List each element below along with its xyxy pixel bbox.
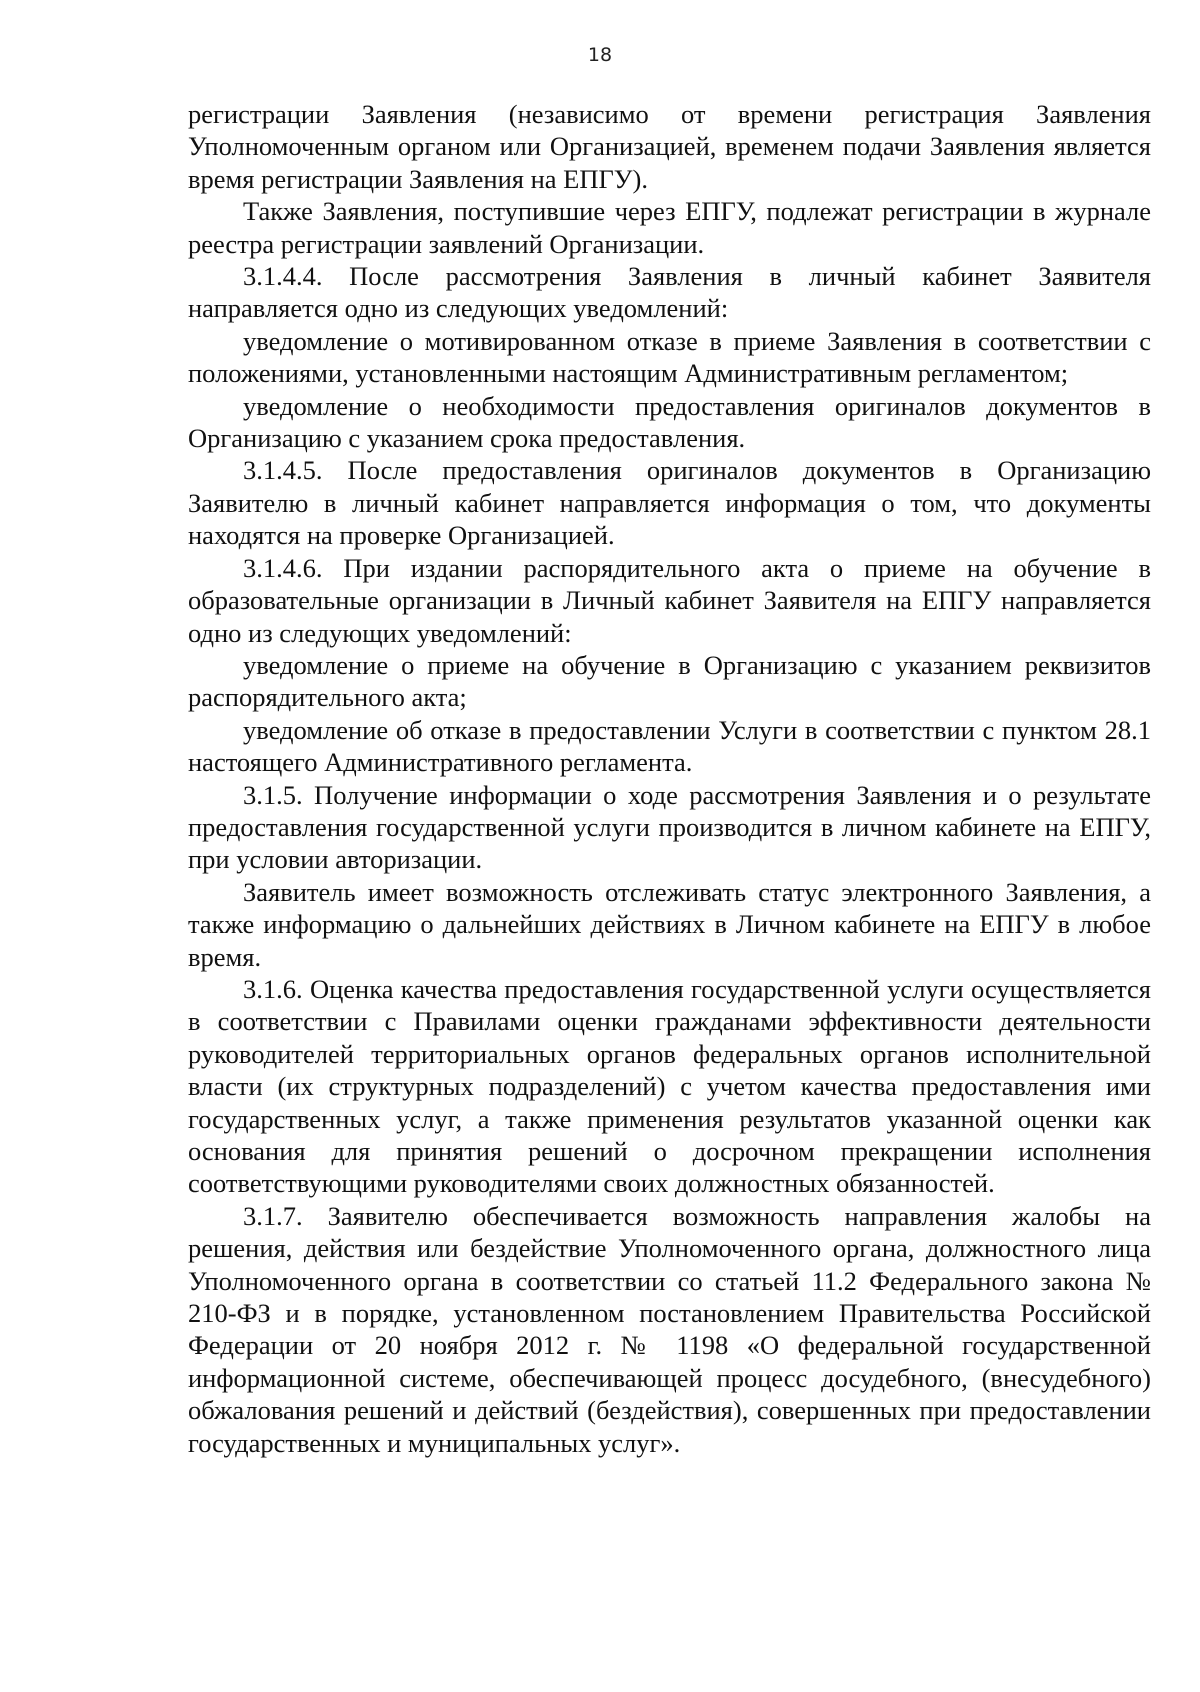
paragraph-3-1-4-6: 3.1.4.6. При издании распорядительного акта о приеме на обучение в образовательные организации в Личный кабинет Заявителя на ЕПГУ направляется одно из следующих уведомлений:: [188, 552, 1151, 648]
document-body: [188, 98, 1151, 1459]
paragraph-3-1-4-5: 3.1.4.5. После предоставления оригиналов документов в Организацию Заявителю в личный кабинет направляется информация о том, что документы находятся на проверке Организацией.: [188, 455, 1151, 551]
paragraph-3-1-5: 3.1.5. Получение информации о ходе рассмотрения Заявления и о результате предоставления государственной услуги производится в личном кабинете на ЕПГУ, при условии авторизации.: [188, 779, 1151, 875]
paragraph-3-1-6: 3.1.6. Оценка качества предоставления государственной услуги осуществляется в соответствии с Правилами оценки гражданами эффективности деятельности руководителей территориальных органов федеральных органов исполнительной власти (их структурных подразделений) с учетом качества предоставления ими государственных услуг, а также применения результатов указанной оценки как основания для принятия решений о досрочном прекращении исполнения соответствующими руководителями своих должностных обязанностей.: [188, 973, 1151, 1199]
paragraph-registration-time: регистрации Заявления (независимо от времени регистрация Заявления Уполномоченным органом или Организацией, временем подачи Заявления является время регистрации Заявления на ЕПГУ).: [188, 99, 1151, 194]
paragraph-service-refusal-notice: уведомление об отказе в предоставлении Услуги в соответствии с пунктом 28.1 настоящего Административного регламента.: [188, 714, 1151, 778]
paragraph-3-1-4-4: 3.1.4.4. После рассмотрения Заявления в личный кабинет Заявителя направляется одно из следующих уведомлений:: [188, 261, 1151, 324]
paragraph-admission-notice: уведомление о приеме на обучение в Организацию с указанием реквизитов распорядительного акта;: [188, 649, 1151, 713]
paragraph-registration-journal: Также Заявления, поступившие через ЕПГУ, подлежат регистрации в журнале реестра регистрации заявлений Организации.: [188, 196, 1151, 259]
paragraph-refusal-notice: уведомление о мотивированном отказе в приеме Заявления в соответствии с положениями, установленными настоящим Административным регламентом;: [188, 325, 1151, 389]
paragraph-3-1-7: 3.1.7. Заявителю обеспечивается возможность направления жалобы на решения, действия или бездействие Уполномоченного органа, должностного лица Уполномоченного органа в соответствии со статьей 11.2 Федерального закона № 210-ФЗ и в порядке, установленном постановлением Правительства Российской Федерации от 20 ноября 2012 г. № 1198 «О федеральной государственной информационной системе, обеспечивающей процесс досудебного, (внесудебного) обжалования решений и действий (бездействия), совершенных при предоставлении государственных и муниципальных услуг».: [188, 1200, 1151, 1458]
paragraph-status-tracking: Заявитель имеет возможность отслеживать статус электронного Заявления, а также информацию о дальнейших действиях в Личном кабинете на ЕПГУ в любое время.: [188, 876, 1151, 972]
paragraph-originals-notice: уведомление о необходимости предоставления оригиналов документов в Организацию с указанием срока предоставления.: [188, 390, 1151, 454]
page-number: 18: [587, 44, 613, 66]
